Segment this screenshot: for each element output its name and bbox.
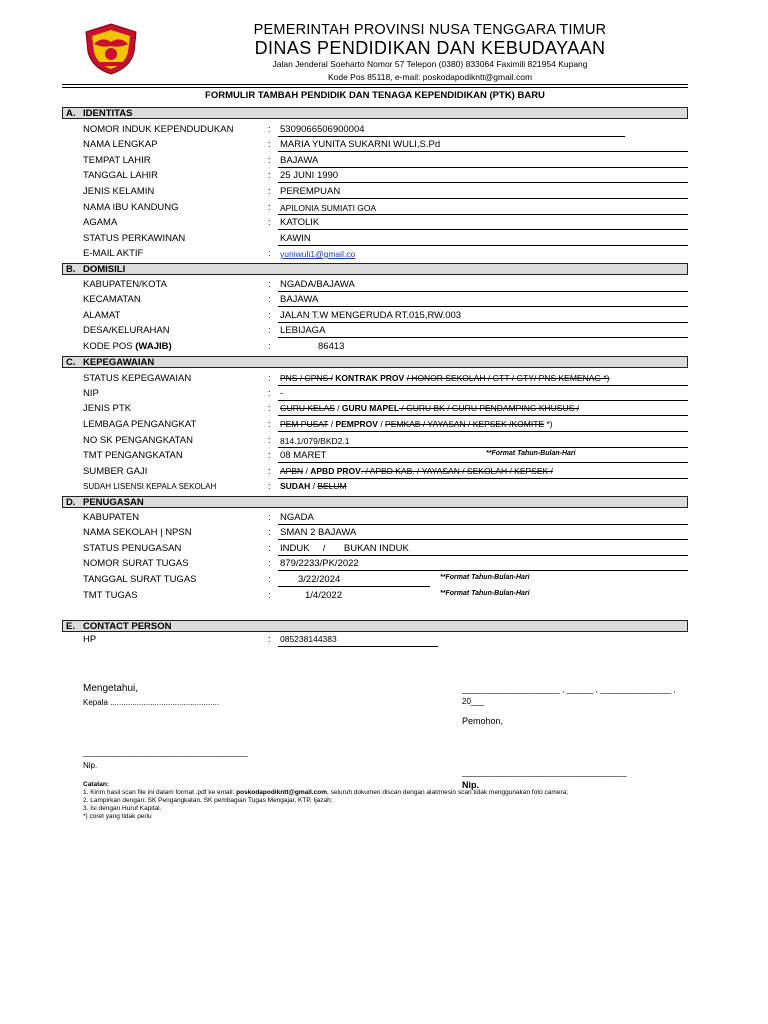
field-label: KABUPATEN xyxy=(83,512,140,523)
note-1: 1. Kirim hasil scan file ini dalam format .pdf ke email: poskodapodikntt@gmail.com, seluruh dokumen discan dengan alat/mesin scan tidak menggunakan foto camera; xyxy=(83,789,569,796)
row-agama: AGAMA : KATOLIK xyxy=(0,217,768,232)
field-label: E-MAIL AKTIF xyxy=(83,248,144,259)
section-letter: A. xyxy=(66,108,76,119)
field-label: TMT TUGAS xyxy=(83,590,138,601)
perkawinan-field[interactable]: KAWIN xyxy=(280,233,311,244)
field-label: JENIS KELAMIN xyxy=(83,186,155,197)
lisensi-options[interactable]: SUDAH / BELUM xyxy=(280,481,347,491)
tmt-pengangkatan-field[interactable]: 08 MARET xyxy=(280,450,327,461)
kecamatan-field[interactable]: BAJAWA xyxy=(280,294,319,305)
date-line: ______________________ , ______ , ________________ , xyxy=(462,685,676,694)
row-nik: NOMOR INDUK KEPENDUDUKAN : 5309066506900004 xyxy=(0,124,768,139)
email-link[interactable]: yuniwuli1@gmail.co xyxy=(280,249,356,259)
row-jenis-kelamin: JENIS KELAMIN : PEREMPUAN xyxy=(0,186,768,201)
row-desa: DESA/KELURAHAN : LEBIJAGA xyxy=(0,325,768,340)
pemohon-label: Pemohon, xyxy=(462,716,504,726)
row-no-sk: NO SK PENGANGKATAN : 814.1/079/BKD2.1 xyxy=(0,435,768,450)
section-letter: C. xyxy=(66,357,76,368)
row-perkawinan xyxy=(0,233,768,248)
section-identitas xyxy=(62,107,688,119)
row-lisensi: SUDAH LISENSI KEPALA SEKOLAH : SUDAH / BELUM xyxy=(83,481,347,492)
row-ibu-kandung: NAMA IBU KANDUNG : APILONIA SUMIATI GOA xyxy=(0,202,768,217)
row-kecamatan: KECAMATAN : BAJAWA xyxy=(0,294,768,309)
row-tempat-lahir: TEMPAT LAHIR : BAJAWA xyxy=(0,155,768,170)
row-kabupaten: KABUPATEN : NGADA xyxy=(0,512,768,527)
tanggal-surat-field[interactable]: 3/22/2024 xyxy=(298,574,341,585)
field-label: DESA/KELURAHAN xyxy=(83,325,170,336)
header-rule xyxy=(62,84,688,85)
field-label: JENIS PTK xyxy=(83,403,132,414)
field-label: SUDAH LISENSI KEPALA SEKOLAH xyxy=(83,482,217,491)
field-label: STATUS KEPEGAWAIAN xyxy=(83,373,192,384)
header-province: PEMERINTAH PROVINSI NUSA TENGGARA TIMUR xyxy=(253,22,607,38)
header-address: Jalan Jenderal Soeharto Nomor 57 Telepon (0380) 833064 Faximili 821954 Kupang xyxy=(272,59,588,69)
row-sumber-gaji: SUMBER GAJI : APBN / APBD PROV. / APBD KAB. / YAYASAN / SEKOLAH / KEPSEK / xyxy=(0,466,768,481)
field-label: AGAMA xyxy=(83,217,118,228)
row-tanggal-lahir: TANGGAL LAHIR : 25 JUNI 1990 xyxy=(0,170,768,185)
sekolah-field[interactable]: SMAN 2 BAJAWA xyxy=(280,527,357,538)
field-label: HP xyxy=(83,634,97,645)
row-status-kepegawaian: STATUS KEPEGAWAIAN : PNS / CPNS / KONTRAK PROV / HONOR SEKOLAH / GTT / GTY/ PNS KEMENAG *) xyxy=(0,373,768,388)
field-label: TMT PENGANGKATAN xyxy=(83,450,183,461)
header-rule-thin xyxy=(62,87,688,88)
row-sekolah: NAMA SEKOLAH | NPSN : SMAN 2 BAJAWA xyxy=(0,527,768,542)
row-jenis-ptk: JENIS PTK : GURU KELAS / GURU MAPEL / GURU BK / GURU PENDAMPING KHUSUS / xyxy=(0,403,768,418)
row-email: E-MAIL AKTIF : yuniwuli1@gmail.co xyxy=(83,248,356,259)
tanggal-lahir-field[interactable]: 25 JUNI 1990 xyxy=(280,170,339,181)
note-4: *) coret yang tidak perlu xyxy=(83,813,152,820)
header-agency: DINAS PENDIDIKAN DAN KEBUDAYAAN xyxy=(254,38,606,58)
right-signature-line: _____________________________________ xyxy=(462,768,627,777)
row-tmt-tugas: TMT TUGAS : 1/4/2022 **Format Tahun-Bulan-Hari xyxy=(83,590,530,601)
field-label: KABUPATEN/KOTA xyxy=(83,279,167,290)
row-nip: NIP : - xyxy=(0,388,768,403)
section-letter: D. xyxy=(66,497,76,508)
agama-field[interactable]: KATOLIK xyxy=(280,217,320,228)
desa-field[interactable]: LEBIJAGA xyxy=(280,325,326,336)
field-label: NIP xyxy=(83,388,99,399)
note-3: 3. Isi dengan Huruf Kapital. xyxy=(83,805,162,812)
tempat-lahir-field[interactable]: BAJAWA xyxy=(280,155,319,166)
jenis-ptk-options[interactable]: GURU KELAS / GURU MAPEL / GURU BK / GURU PENDAMPING KHUSUS / xyxy=(280,403,579,413)
field-label: LEMBAGA PENGANGKAT xyxy=(83,419,197,430)
field-label: TANGGAL SURAT TUGAS xyxy=(83,574,197,585)
status-kepegawaian-options[interactable]: PNS / CPNS / KONTRAK PROV / HONOR SEKOLAH / GTT / GTY/ PNS KEMENAG *) xyxy=(280,373,610,383)
nik-field[interactable]: 5309066506900004 xyxy=(280,124,365,135)
row-nama: NAMA LENGKAP : MARIA YUNITA SUKARNI WULI,S.Pd xyxy=(0,139,768,154)
field-label: NAMA IBU KANDUNG xyxy=(83,202,179,213)
field-label: TANGGAL LAHIR xyxy=(83,170,158,181)
form-title: FORMULIR TAMBAH PENDIDIK DAN TENAGA KEPENDIDIKAN (PTK) BARU xyxy=(205,90,545,101)
field-label: NAMA LENGKAP xyxy=(83,139,158,150)
section-title: IDENTITAS xyxy=(83,108,133,119)
mengetahui-label: Mengetahui, xyxy=(83,683,139,694)
field-label: SUMBER GAJI xyxy=(83,466,148,477)
section-title: CONTACT PERSON xyxy=(83,621,172,632)
left-signature-line: _____________________________________ xyxy=(83,748,248,757)
format-note: **Format Tahun-Bulan-Hari xyxy=(440,574,530,581)
lembaga-options[interactable]: PEM PUSAT / PEMPROV / PEMKAB / YAYASAN / KEPSEK /KOMITE *) xyxy=(280,419,553,429)
jenis-kelamin-field[interactable]: PEREMPUAN xyxy=(280,186,341,197)
section-title: KEPEGAWAIAN xyxy=(83,357,155,368)
format-note: **Format Tahun-Bulan-Hari xyxy=(440,590,530,597)
section-letter: E. xyxy=(66,621,75,632)
kabupaten-kota-field[interactable]: NGADA/BAJAWA xyxy=(280,279,355,290)
year-field: 20___ xyxy=(462,697,485,706)
row-kabupaten-kota: KABUPATEN/KOTA : NGADA/BAJAWA xyxy=(0,279,768,294)
field-label: STATUS PERKAWINAN xyxy=(83,233,186,244)
kepala-label: Kepala ................................................. xyxy=(83,698,220,707)
hp-field[interactable]: 085238144383 xyxy=(280,634,337,644)
section-title: DOMISILI xyxy=(83,264,126,275)
nomor-surat-field[interactable]: 879/2233/PK/2022 xyxy=(280,558,359,569)
right-nip-label: Nip. xyxy=(462,780,479,790)
field-label: TEMPAT LAHIR xyxy=(83,155,151,166)
row-tmt-pengangkatan: TMT PENGANGKATAN : 08 MARET **Format Tahun-Bulan-Hari xyxy=(0,450,768,465)
row-nomor-surat: NOMOR SURAT TUGAS : 879/2233/PK/2022 xyxy=(0,558,768,573)
row-status-penugasan: STATUS PENUGASAN : INDUK / BUKAN INDUK xyxy=(0,543,768,558)
row-lembaga: LEMBAGA PENGANGKAT : PEM PUSAT / PEMPROV / PEMKAB / YAYASAN / KEPSEK /KOMITE *) xyxy=(0,419,768,434)
email-address: poskodapodikntt@gmail.com xyxy=(236,789,328,796)
kabupaten-field[interactable]: NGADA xyxy=(280,512,314,523)
section-title: PENUGASAN xyxy=(83,497,144,508)
left-nip-label: Nip. xyxy=(83,761,98,770)
kode-pos-field[interactable]: 86413 xyxy=(318,341,345,352)
nama-field[interactable]: MARIA YUNITA SUKARNI WULI,S.Pd xyxy=(280,139,441,150)
nip-field[interactable]: - xyxy=(280,388,284,399)
row-hp: HP : 085238144383 xyxy=(0,634,768,649)
status-penugasan-options[interactable]: INDUK / BUKAN INDUK xyxy=(280,543,409,554)
alamat-field[interactable]: JALAN T.W MENGERUDA RT.015,RW.003 xyxy=(280,310,462,321)
field-label: NO SK PENGANGKATAN xyxy=(83,435,193,446)
section-penugasan xyxy=(62,496,688,508)
no-sk-field[interactable]: 814.1/079/BKD2.1 xyxy=(280,436,350,446)
field-label: ALAMAT xyxy=(83,310,121,321)
header-contact: Kode Pos 85118, e-mail: poskodapodikntt@gmail.com xyxy=(327,72,533,82)
section-letter: B. xyxy=(66,264,76,275)
row-alamat: ALAMAT : JALAN T.W MENGERUDA RT.015,RW.003 xyxy=(0,310,768,325)
ibu-kandung-field[interactable]: APILONIA SUMIATI GOA xyxy=(280,203,377,213)
field-label: NOMOR SURAT TUGAS xyxy=(83,558,189,569)
tmt-tugas-field[interactable]: 1/4/2022 xyxy=(305,590,342,601)
section-domisili xyxy=(62,263,688,275)
section-contact xyxy=(62,620,688,632)
format-note: **Format Tahun-Bulan-Hari xyxy=(486,450,576,457)
field-label: KODE POS (WAJIB) xyxy=(83,341,172,352)
required-mark: (WAJIB) xyxy=(135,341,172,352)
field-label: STATUS PENUGASAN xyxy=(83,543,182,554)
sumber-gaji-options[interactable]: APBN / APBD PROV. / APBD KAB. / YAYASAN / SEKOLAH / KEPSEK / xyxy=(280,466,553,476)
section-kepegawaian xyxy=(62,356,688,368)
field-label: NOMOR INDUK KEPENDUDUKAN xyxy=(83,124,234,135)
catatan-title: Catatan: xyxy=(83,781,110,788)
field-label: NAMA SEKOLAH | NPSN xyxy=(83,527,192,538)
row-kode-pos: KODE POS (WAJIB) : 86413 xyxy=(83,341,345,352)
row-tanggal-surat: TANGGAL SURAT TUGAS : 3/22/2024 **Format Tahun-Bulan-Hari xyxy=(83,574,530,585)
field-label: KECAMATAN xyxy=(83,294,141,305)
note-2: 2. Lampirkan dengan: SK Pengangkatan, SK pembagian Tugas Mengajar, KTP, Ijazah; xyxy=(83,797,333,804)
ntt-emblem-logo xyxy=(82,22,140,76)
catatan-notes xyxy=(83,781,568,821)
